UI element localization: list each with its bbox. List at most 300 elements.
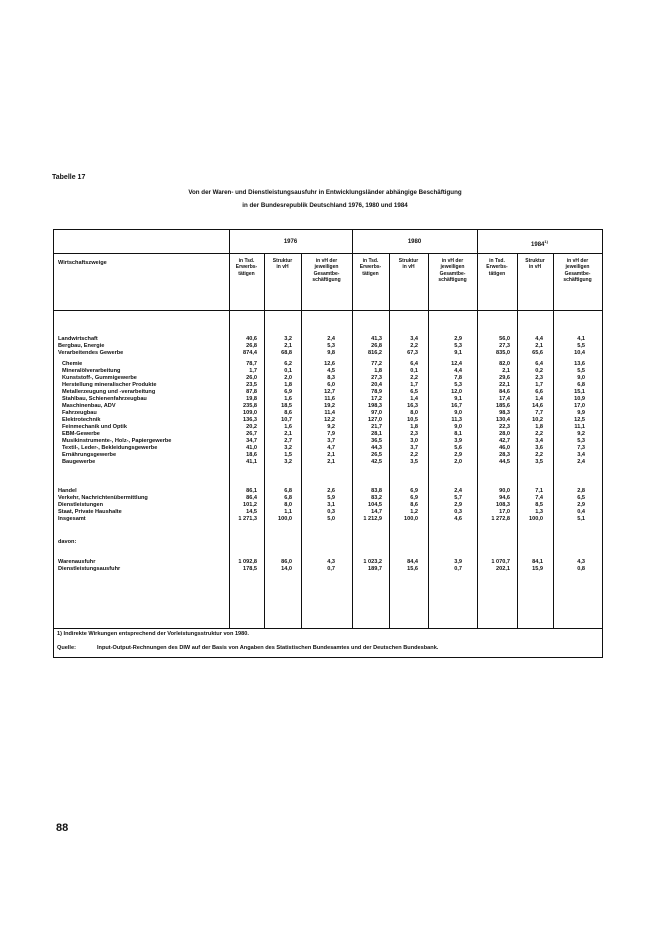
table-row	[54, 539, 602, 546]
table-cell: 9,0	[577, 375, 585, 381]
table-cell: 3,5	[410, 459, 418, 465]
table-cell: 12,4	[451, 361, 462, 367]
table-row	[54, 516, 602, 523]
subheader-cell	[301, 258, 352, 284]
table-cell: 12,5	[574, 417, 585, 423]
table-cell: 26,0	[246, 375, 257, 381]
table-cell: 15,6	[407, 566, 418, 572]
table-cell: 12,0	[451, 389, 462, 395]
table-cell: 185,6	[496, 403, 510, 409]
subheader-line: Struktur	[525, 258, 545, 264]
table-cell: 1,7	[249, 368, 257, 374]
table-cell: 3,0	[410, 438, 418, 444]
table-cell: 84,1	[532, 559, 543, 565]
table-cell: 4,3	[327, 559, 335, 565]
table-cell: 5,0	[327, 516, 335, 522]
table-cell: 12,7	[324, 389, 335, 395]
table-cell: 7,9	[327, 431, 335, 437]
table-cell: 1,4	[535, 396, 543, 402]
table-row	[54, 336, 602, 343]
table-cell: 6,2	[284, 361, 292, 367]
table-cell: 104,5	[368, 502, 382, 508]
table-cell: 4,6	[454, 516, 462, 522]
table-cell: 9,0	[454, 424, 462, 430]
table-row	[54, 410, 602, 417]
subheader-line: tätigen	[488, 270, 506, 277]
subheader-cell	[517, 258, 553, 271]
footnote-marker: 1)	[544, 239, 548, 244]
table-cell: 2,2	[410, 375, 418, 381]
table-cell: 1,5	[284, 452, 292, 458]
subheader-line: in vH	[402, 264, 415, 271]
subheader-line: Gesamtbe-	[313, 270, 340, 277]
table-cell: 8,0	[284, 502, 292, 508]
table-cell: 5,3	[454, 382, 462, 388]
table-cell: 11,4	[324, 410, 335, 416]
rule-header-bottom	[54, 310, 602, 311]
table-cell: 98,3	[499, 410, 510, 416]
table-cell: 44,3	[371, 445, 382, 451]
table-cell: 1,3	[535, 509, 543, 515]
table-cell: 1,1	[284, 509, 292, 515]
year-label: 1980	[407, 239, 422, 245]
table-cell: 6,5	[410, 389, 418, 395]
table-cell: 2,9	[454, 336, 462, 342]
table-cell: 19,8	[246, 396, 257, 402]
table-cell: 12,2	[324, 417, 335, 423]
table-cell: 2,8	[577, 488, 585, 494]
table-cell: 3,2	[284, 336, 292, 342]
subheader-cell	[352, 258, 389, 277]
table-cell: 835,0	[496, 350, 510, 356]
table-cell: 11,6	[324, 396, 335, 402]
table-cell: 178,5	[243, 566, 257, 572]
table-cell: 2,1	[284, 431, 292, 437]
table-cell: 44,5	[499, 459, 510, 465]
table-cell: 17,0	[499, 509, 510, 515]
table-cell: 101,2	[243, 502, 257, 508]
subheader-cell	[553, 258, 602, 284]
table-cell: 56,0	[499, 336, 510, 342]
table-cell: 1,8	[374, 368, 382, 374]
table-cell: 0,1	[410, 368, 418, 374]
table-cell: 5,5	[577, 368, 585, 374]
table-cell: 100,0	[404, 516, 418, 522]
table-cell: 2,0	[454, 459, 462, 465]
table-cell: 83,2	[371, 495, 382, 501]
table-cell: 9,2	[327, 424, 335, 430]
row-label: Verarbeitendes Gewerbe	[58, 350, 124, 356]
table-cell: 2,7	[284, 438, 292, 444]
table-cell: 16,3	[407, 403, 418, 409]
table-row	[54, 509, 602, 516]
table-cell: 1 212,9	[363, 516, 382, 522]
row-label: Landwirtschaft	[58, 336, 98, 342]
table-cell: 28,1	[371, 431, 382, 437]
table-cell: 5,1	[577, 516, 585, 522]
table-cell: 5,6	[454, 445, 462, 451]
table-cell: 3,5	[535, 459, 543, 465]
subheader-cell	[229, 258, 264, 277]
table-cell: 23,5	[246, 382, 257, 388]
row-label: Elektrotechnik	[62, 417, 101, 423]
table-row	[54, 566, 602, 573]
table-cell: 202,1	[496, 566, 510, 572]
table-cell: 7,7	[535, 410, 543, 416]
table-cell: 90,0	[499, 488, 510, 494]
table-cell: 4,5	[327, 368, 335, 374]
table-cell: 2,2	[535, 431, 543, 437]
table-cell: 3,2	[284, 445, 292, 451]
table-cell: 136,3	[243, 417, 257, 423]
table-cell: 2,4	[327, 336, 335, 342]
table-cell: 10,2	[532, 417, 543, 423]
table-cell: 1 271,3	[238, 516, 257, 522]
table-cell: 109,0	[243, 410, 257, 416]
table-cell: 5,9	[327, 495, 335, 501]
table-cell: 2,3	[535, 375, 543, 381]
table-cell: 6,8	[284, 495, 292, 501]
table-row	[54, 459, 602, 466]
table-cell: 87,8	[246, 389, 257, 395]
table-cell: 7,1	[535, 488, 543, 494]
subheader-line: schäftigung	[563, 277, 592, 284]
table-cell: 3,6	[535, 445, 543, 451]
table-cell: 0,3	[454, 509, 462, 515]
table-cell: 8,6	[284, 410, 292, 416]
table-cell: 7,8	[454, 375, 462, 381]
table-cell: 0,3	[327, 509, 335, 515]
table-cell: 8,3	[327, 375, 335, 381]
table-cell: 1 070,7	[491, 559, 510, 565]
table-cell: 78,7	[246, 361, 257, 367]
table-cell: 26,7	[246, 431, 257, 437]
table-cell: 6,6	[535, 389, 543, 395]
row-label: Dienstleistungen	[58, 502, 104, 508]
table-cell: 4,4	[454, 368, 462, 374]
table-cell: 4,4	[535, 336, 543, 342]
table-cell: 1 092,8	[238, 559, 257, 565]
rule-header-top	[54, 253, 602, 254]
table-cell: 2,1	[502, 368, 510, 374]
table-cell: 5,3	[454, 343, 462, 349]
table-cell: 15,9	[532, 566, 543, 572]
table-cell: 100,0	[529, 516, 543, 522]
table-cell: 67,3	[407, 350, 418, 356]
table-cell: 1 023,2	[363, 559, 382, 565]
subheader-line: jeweiligen	[565, 264, 590, 271]
table-cell: 2,3	[410, 431, 418, 437]
table-row	[54, 389, 602, 396]
table-cell: 3,4	[535, 438, 543, 444]
table-cell: 9,1	[454, 350, 462, 356]
year-label: 1976	[283, 239, 298, 245]
table-cell: 10,9	[574, 396, 585, 402]
table-label: Tabelle 17	[52, 174, 86, 181]
table-cell: 18,6	[246, 452, 257, 458]
table-row	[54, 350, 602, 357]
table-cell: 13,6	[574, 361, 585, 367]
table-cell: 6,4	[410, 361, 418, 367]
table-cell: 9,0	[454, 410, 462, 416]
table-cell: 1,7	[535, 382, 543, 388]
row-label: Handel	[58, 488, 77, 494]
table-row	[54, 452, 602, 459]
table-cell: 20,2	[246, 424, 257, 430]
row-header-label: Wirtschaftszweige	[58, 260, 107, 266]
row-label: Dienstleistungsausfuhr	[58, 566, 121, 572]
table-cell: 86,1	[246, 488, 257, 494]
table-cell: 2,1	[327, 452, 335, 458]
row-label: Warenausfuhr	[58, 559, 96, 565]
table-cell: 1,4	[410, 396, 418, 402]
table-cell: 0,4	[577, 509, 585, 515]
table-cell: 17,2	[371, 396, 382, 402]
table-cell: 3,2	[284, 459, 292, 465]
row-label: Staat, Private Haushalte	[58, 509, 122, 515]
table-cell: 42,5	[371, 459, 382, 465]
table-cell: 2,2	[410, 343, 418, 349]
table-cell: 2,9	[577, 502, 585, 508]
subheader-cell	[477, 258, 517, 277]
row-label: Insgesamt	[58, 516, 86, 522]
table-cell: 4,7	[327, 445, 335, 451]
table-cell: 19,2	[324, 403, 335, 409]
table-cell: 9,1	[454, 396, 462, 402]
table-cell: 3,9	[454, 559, 462, 565]
table-cell: 127,0	[368, 417, 382, 423]
table-cell: 68,8	[281, 350, 292, 356]
table-row	[54, 343, 602, 350]
table-cell: 2,0	[284, 375, 292, 381]
table-row	[54, 382, 602, 389]
subheader-line: tätigen	[362, 270, 379, 277]
table-row	[54, 403, 602, 410]
table-cell: 82,0	[499, 361, 510, 367]
table-cell: 6,9	[284, 389, 292, 395]
table-title-line1: Von der Waren- und Dienstleistungsausfuhr in Entwicklungsländer abhängige Beschäftigung	[188, 189, 462, 196]
table-cell: 2,6	[327, 488, 335, 494]
row-label: Herstellung mineralischer Produkte	[62, 382, 157, 388]
table-cell: 10,4	[574, 350, 585, 356]
subheader-line: in Tsd.	[238, 258, 255, 264]
subheader-line: tätigen	[238, 270, 255, 277]
table-cell: 86,4	[246, 495, 257, 501]
table-cell: 21,7	[371, 424, 382, 430]
table-cell: 11,3	[451, 417, 462, 423]
table-cell: 0,8	[577, 566, 585, 572]
row-label: Baugewerbe	[62, 459, 96, 465]
table-cell: 41,3	[371, 336, 382, 342]
table-cell: 3,1	[327, 502, 335, 508]
data-table	[53, 229, 603, 658]
subheader-line: Struktur	[398, 258, 419, 264]
subheader-line: Erwerbs-	[486, 264, 508, 271]
year-header-0	[229, 239, 352, 245]
table-cell: 84,4	[407, 559, 418, 565]
table-row	[54, 361, 602, 368]
subheader-cell	[264, 258, 301, 271]
table-row	[54, 424, 602, 431]
table-cell: 12,6	[324, 361, 335, 367]
table-cell: 20,4	[371, 382, 382, 388]
table-cell: 28,0	[499, 431, 510, 437]
row-label: Metallerzeugung und -verarbeitung	[62, 389, 156, 395]
table-cell: 36,5	[371, 438, 382, 444]
table-cell: 17,0	[574, 403, 585, 409]
table-cell: 5,7	[454, 495, 462, 501]
table-cell: 1,8	[284, 382, 292, 388]
table-cell: 0,7	[454, 566, 462, 572]
table-cell: 17,4	[499, 396, 510, 402]
table-cell: 26,8	[246, 343, 257, 349]
table-cell: 7,4	[535, 495, 543, 501]
table-cell: 14,5	[246, 509, 257, 515]
subheader-line: Struktur	[272, 258, 293, 264]
table-cell: 1,8	[410, 424, 418, 430]
table-cell: 1,8	[535, 424, 543, 430]
table-cell: 3,4	[410, 336, 418, 342]
row-label: Fahrzeugbau	[62, 410, 97, 416]
table-cell: 8,1	[454, 431, 462, 437]
table-cell: 2,4	[577, 459, 585, 465]
subheader-cell	[389, 258, 428, 271]
subheader-line: in vH	[276, 264, 289, 271]
table-cell: 6,0	[327, 382, 335, 388]
table-cell: 2,2	[535, 452, 543, 458]
table-cell: 1,6	[284, 424, 292, 430]
table-cell: 41,0	[246, 445, 257, 451]
table-cell: 26,5	[371, 452, 382, 458]
subheader-line: in vH der	[566, 258, 589, 264]
rule-body-bottom	[54, 628, 602, 629]
source-text: Input-Output-Rechnungen des DIW auf der Basis von Angaben des Statistischen Bundesamtes und der Deutschen Bundesbank.	[97, 645, 439, 651]
subheader-line: jeweiligen	[440, 264, 465, 271]
row-label: Maschinenbau, ADV	[62, 403, 116, 409]
row-label: Bergbau, Energie	[58, 343, 105, 349]
table-cell: 2,1	[284, 343, 292, 349]
table-cell: 22,3	[499, 424, 510, 430]
table-row	[54, 488, 602, 495]
table-cell: 78,9	[371, 389, 382, 395]
table-cell: 18,5	[281, 403, 292, 409]
table-cell: 26,8	[371, 343, 382, 349]
subheader-line: in vH der	[441, 258, 464, 264]
table-cell: 40,6	[246, 336, 257, 342]
source-label: Quelle:	[57, 645, 76, 651]
table-cell: 874,4	[243, 350, 257, 356]
table-cell: 8,6	[410, 502, 418, 508]
table-cell: 2,1	[535, 343, 543, 349]
table-cell: 41,1	[246, 459, 257, 465]
table-cell: 29,6	[499, 375, 510, 381]
subheader-cell	[428, 258, 477, 284]
table-cell: 1,7	[410, 382, 418, 388]
row-label: Chemie	[62, 361, 83, 367]
table-cell: 10,5	[407, 417, 418, 423]
year-header-2	[477, 239, 602, 248]
table-row	[54, 417, 602, 424]
table-cell: 3,7	[327, 438, 335, 444]
row-label: Textil-, Leder-, Bekleidungsgewerbe	[62, 445, 158, 451]
table-cell: 28,3	[499, 452, 510, 458]
table-cell: 14,7	[371, 509, 382, 515]
subheader-line: schäftigung	[312, 277, 341, 284]
table-row	[54, 559, 602, 566]
table-row	[54, 396, 602, 403]
row-label: Kunststoff-, Gummigewerbe	[62, 375, 137, 381]
row-label: EBM-Gewerbe	[62, 431, 100, 437]
table-cell: 16,7	[451, 403, 462, 409]
table-cell: 5,3	[327, 343, 335, 349]
table-cell: 4,1	[577, 336, 585, 342]
table-cell: 1 272,8	[491, 516, 510, 522]
table-row	[54, 495, 602, 502]
table-cell: 9,9	[577, 410, 585, 416]
table-cell: 27,3	[371, 375, 382, 381]
table-cell: 27,3	[499, 343, 510, 349]
table-cell: 15,1	[574, 389, 585, 395]
table-cell: 100,0	[278, 516, 292, 522]
table-cell: 0,1	[284, 368, 292, 374]
table-cell: 1,6	[284, 396, 292, 402]
table-cell: 3,7	[410, 445, 418, 451]
year-label: 1984	[531, 242, 545, 248]
table-cell: 8,0	[410, 410, 418, 416]
table-cell: 6,8	[284, 488, 292, 494]
row-label: Stahlbau, Schienenfahrzeugbau	[62, 396, 147, 402]
table-cell: 7,3	[577, 445, 585, 451]
table-cell: 6,8	[577, 382, 585, 388]
table-cell: 2,1	[327, 459, 335, 465]
table-cell: 6,5	[577, 495, 585, 501]
table-cell: 42,7	[499, 438, 510, 444]
subheader-line: Erwerbs-	[235, 264, 258, 271]
table-cell: 816,2	[368, 350, 382, 356]
table-cell: 6,4	[535, 361, 543, 367]
table-title-line2: in der Bundesrepublik Deutschland 1976, 1980 und 1984	[242, 202, 408, 209]
table-cell: 2,2	[410, 452, 418, 458]
table-cell: 8,5	[535, 502, 543, 508]
table-cell: 77,2	[371, 361, 382, 367]
table-cell: 5,3	[577, 438, 585, 444]
subheader-line: in Tsd.	[362, 258, 379, 264]
table-cell: 1,2	[410, 509, 418, 515]
year-header-1	[352, 239, 477, 245]
table-cell: 4,3	[577, 559, 585, 565]
table-cell: 3,4	[577, 452, 585, 458]
table-row	[54, 431, 602, 438]
table-cell: 130,4	[496, 417, 510, 423]
row-label: Mineralölverarbeitung	[62, 368, 121, 374]
table-cell: 83,8	[371, 488, 382, 494]
table-row	[54, 445, 602, 452]
table-cell: 2,9	[454, 452, 462, 458]
row-label: Musikinstrumente-, Holz-, Papiergewerbe	[62, 438, 172, 444]
subheader-line: schäftigung	[438, 277, 467, 284]
table-cell: 5,5	[577, 343, 585, 349]
subheader-line: Gesamtbe-	[439, 270, 466, 277]
table-row	[54, 375, 602, 382]
subheader-line: in vH der	[315, 258, 338, 264]
table-cell: 9,2	[577, 431, 585, 437]
table-cell: 65,6	[532, 350, 543, 356]
subheader-line: jeweiligen	[314, 264, 339, 271]
subheader-line: Erwerbs-	[359, 264, 382, 271]
footnote: 1) Indirekte Wirkungen entsprechend der Vorleistungsstruktur von 1980.	[57, 631, 249, 637]
table-cell: 86,0	[281, 559, 292, 565]
table-cell: 0,7	[327, 566, 335, 572]
